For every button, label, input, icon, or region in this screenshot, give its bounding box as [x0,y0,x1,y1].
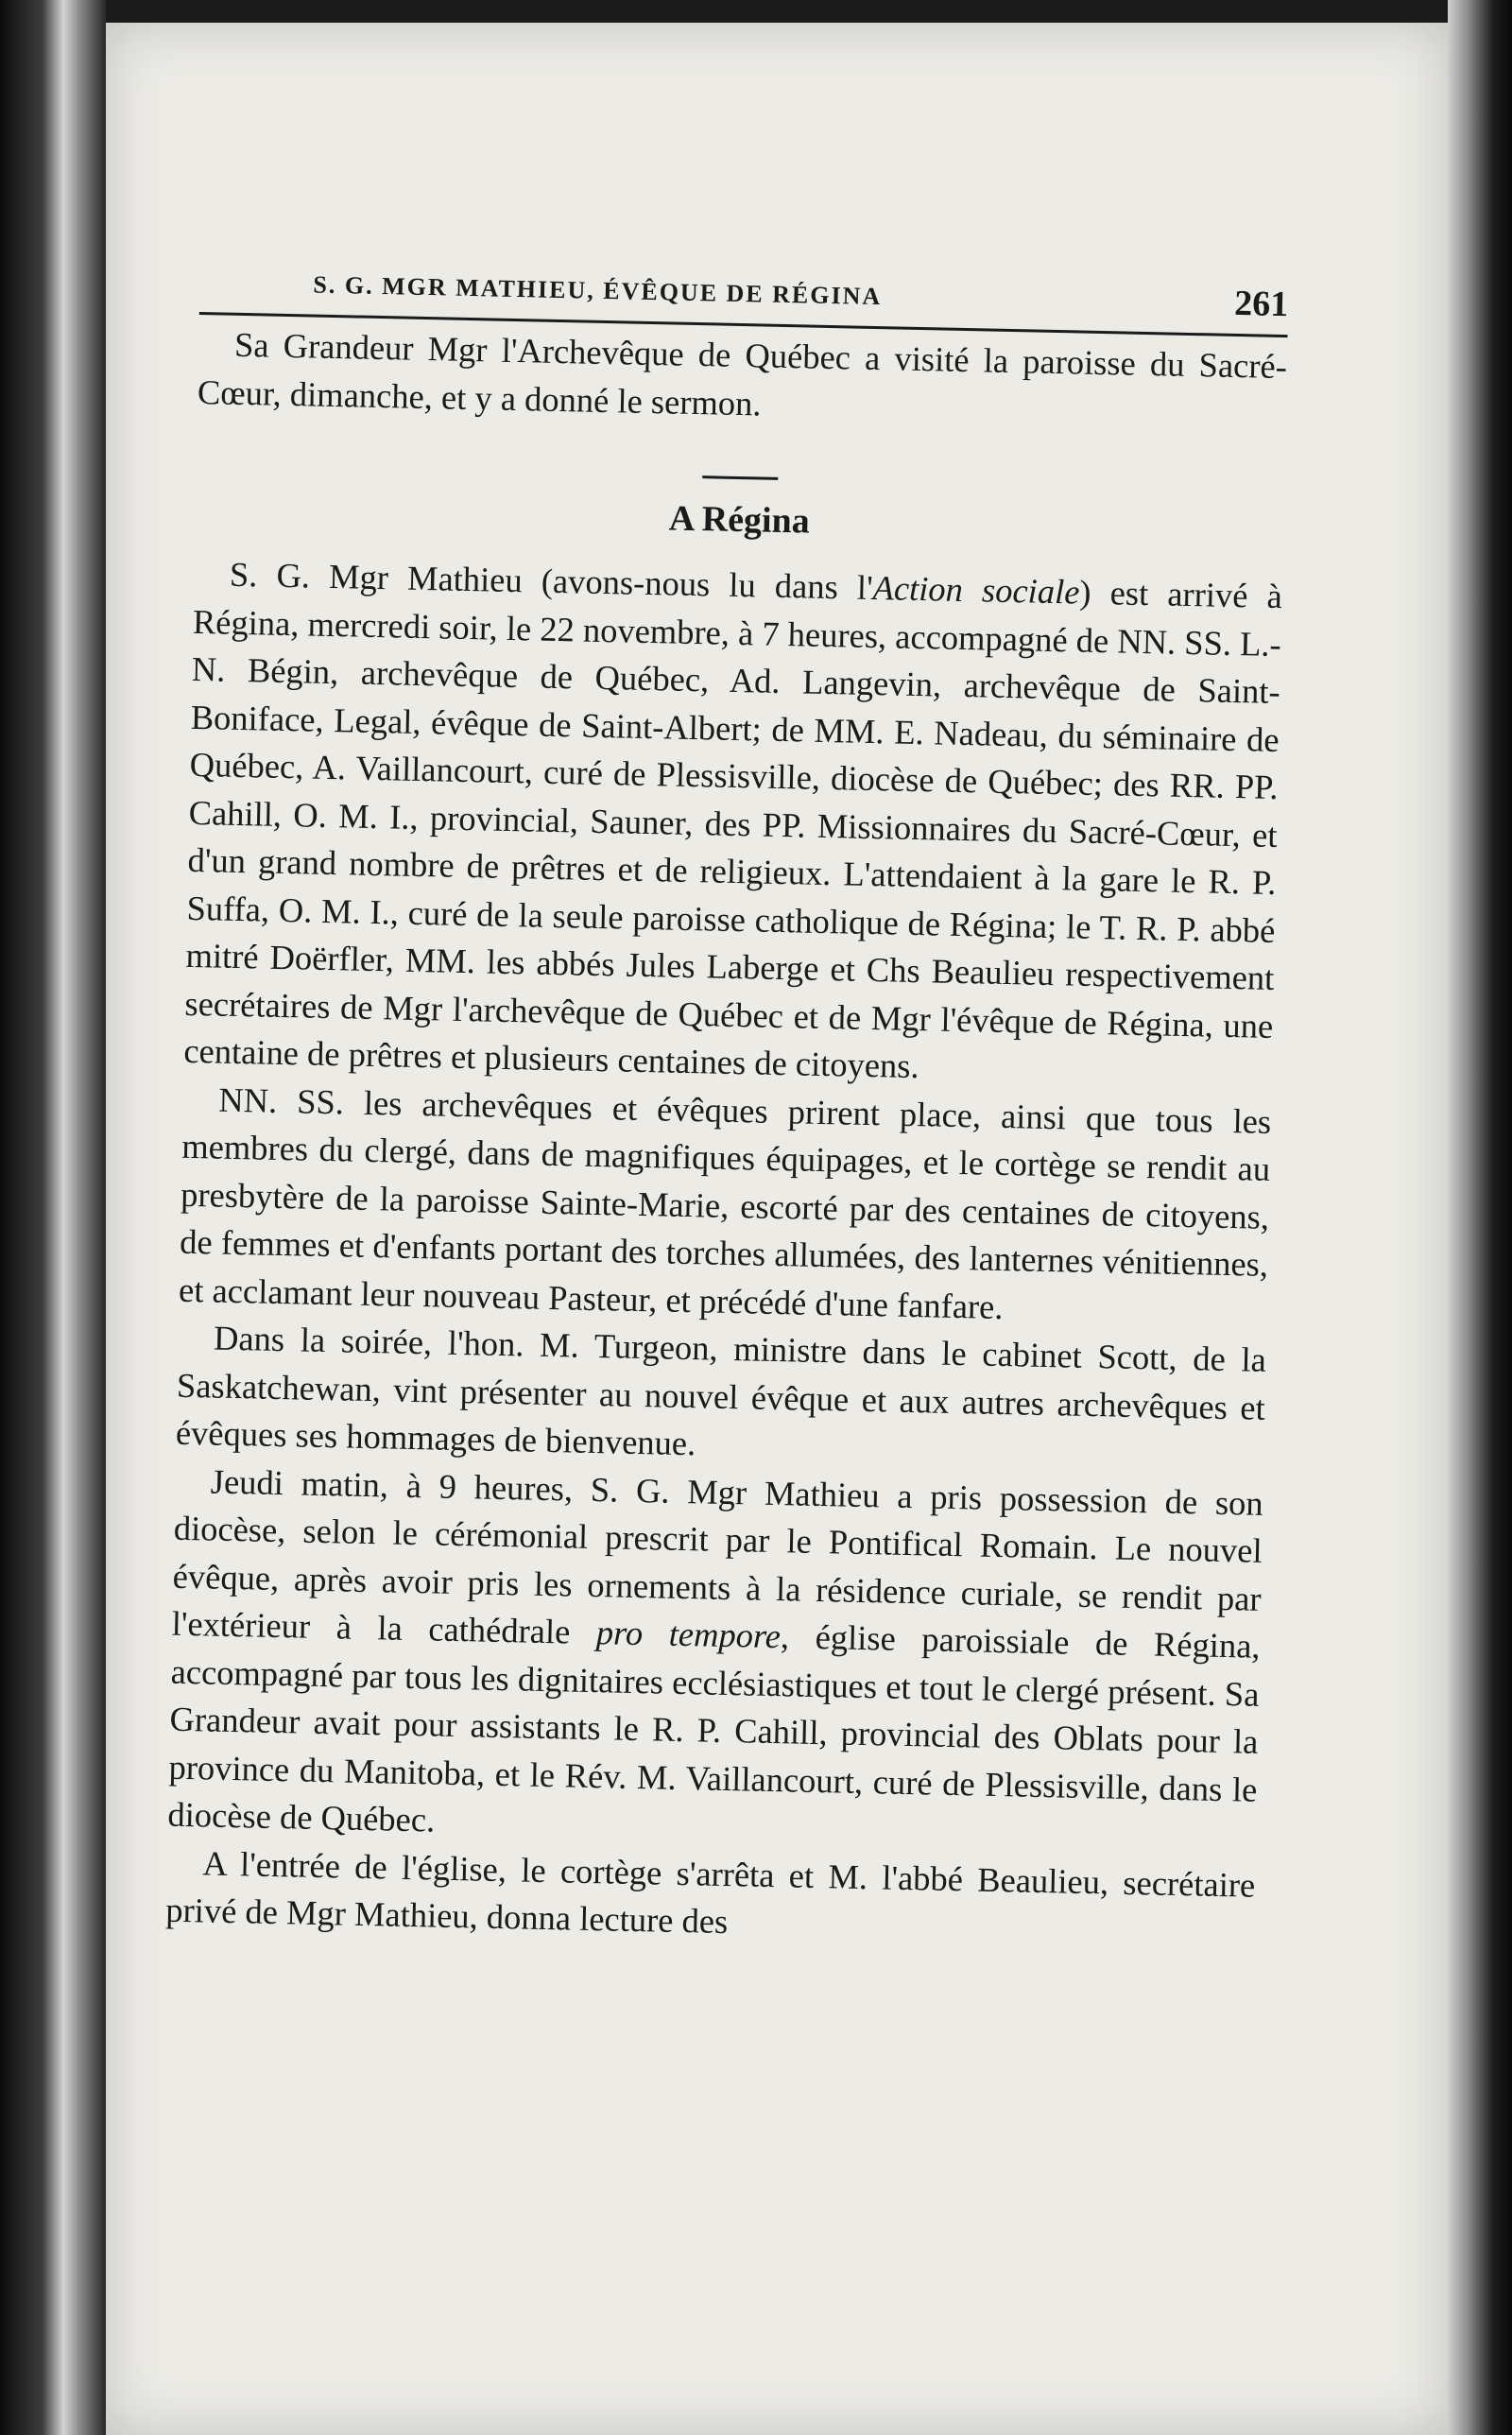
book-page [106,23,1448,2435]
intro-paragraph: Sa Grandeur Mgr l'Archevêque de Québec a visité la paroisse du Sacré-Cœur, dimanche, et y a donné le sermon. [197,324,1288,423]
paragraph-1-italic: Action sociale [872,567,1080,612]
paragraph-3: Dans la soirée, l'hon. M. Turgeon, ministre dans le cabinet Scott, de la Saskatchewan, vint présenter au nouvel évêque et aux autres archevêques et évêques ses hommages de bienvenue. [175,1318,1267,1463]
left-page-edge [0,0,106,2435]
right-page-edge [1448,0,1512,2435]
running-title: S. G. MGR MATHIEU, ÉVÊQUE DE RÉGINA [313,270,883,311]
paragraph-1-after: ) est arrivé à Régina, mercredi soir, le 22 novembre, à 7 heures, accompagné de NN. SS. L.-N. Bégin, archevêque de Québec, Ad. Langevin, archevêque de Saint-Boniface, Legal, évêque de Saint-Albert; de MM. E. Nadeau, du séminaire de Québec, A. Vaillancourt, curé de Plessisville, diocèse de Québec; des RR. PP. Cahill, O. M. I., provincial, Sauner, des PP. Missionnaires du Sacré-Cœur, et d'un grand nombre de prêtres et de religieux. L'attendaient à la gare le R. P. Suffa, O. M. I., curé de la seule paroisse catholique de Régina; le T. R. P. abbé mitré Doërfler, MM. les abbés Jules Laberge et Chs Beaulieu respectivement secrétaires de Mgr l'archevêque de Québec et de Mgr l'évêque de Régina, une centaine de prêtres et plusieurs centaines de citoyens. [183,572,1283,1086]
paragraph-5: A l'entrée de l'église, le cortège s'arrêta et M. l'abbé Beaulieu, secrétaire privé de Mgr Mathieu, donna lecture des [164,1842,1256,1942]
paragraph-4-before: Jeudi matin, à 9 heures, S. G. Mgr Mathieu a pris possession de son diocèse, selon le cérémonial prescrit par le Pontifical Romain. Le nouvel évêque, après avoir pris les ornements à la résidence curiale, se rendit par l'extérieur à la cathédrale [171,1461,1264,1652]
heading-rule [702,475,778,480]
page-number: 261 [1233,283,1289,325]
section-heading [195,465,1284,552]
paragraph-1 [183,550,1282,1098]
paragraph-4 [167,1457,1263,1861]
paragraph-4-italic: pro tempore [595,1613,782,1656]
section-heading-text: A Régina [668,498,811,542]
paragraph-1-before: S. G. Mgr Mathieu (avons-nous lu dans l' [229,554,874,607]
paragraph-4-after: , église paroissiale de Régina, accompagné par tous les dignitaires ecclésiastiques et tout le clergé présent. Sa Grandeur avait pour assistants le R. P. Cahill, provincial des Oblats pour la province du Manitoba, et le Rév. M. Vaillancourt, curé de Plessisville, dans le diocèse de Québec. [167,1616,1261,1839]
paragraph-2: NN. SS. les archevêques et évêques prirent place, ainsi que tous les membres du clergé, dans de magnifiques équipages, et le cortège se rendit au presbytère de la paroisse Sainte-Marie, escorté par des centaines de citoyens, de femmes et d'enfants portant des torches allumées, des lanternes vénitiennes, et acclamant leur nouveau Pasteur, et précédé d'une fanfare. [178,1079,1272,1326]
text-block [165,259,1289,1957]
